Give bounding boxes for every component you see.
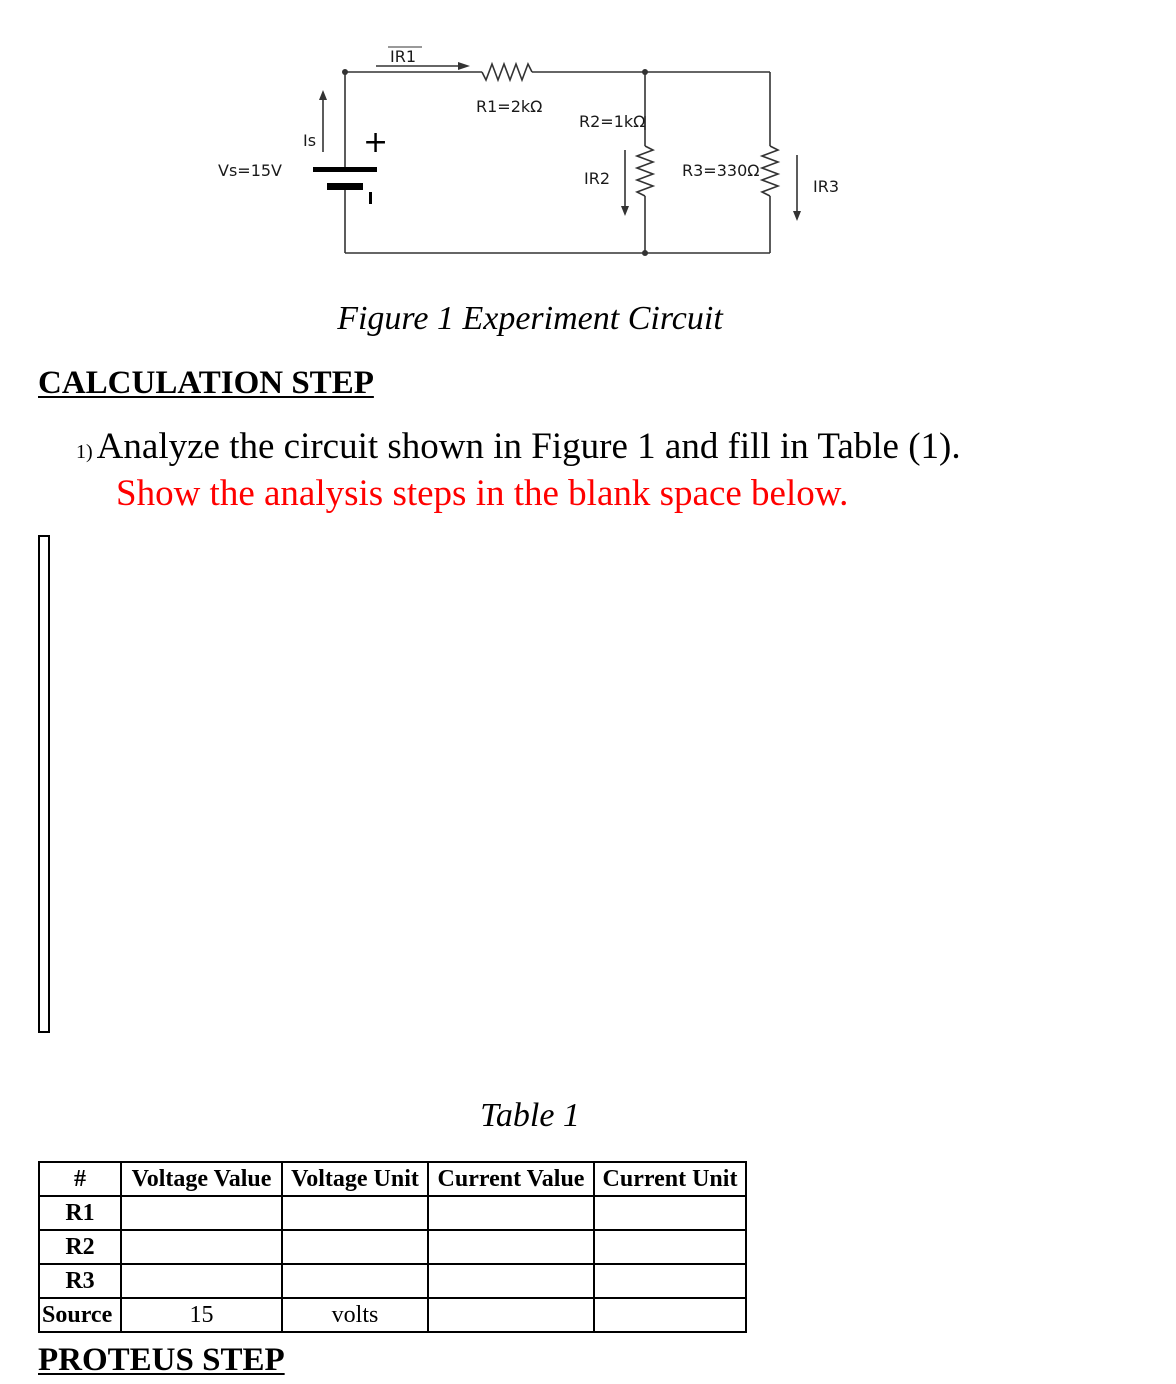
- header-voltage-value: Voltage Value: [121, 1162, 282, 1196]
- table-header-row: [39, 1162, 746, 1196]
- header-current-value: Current Value: [428, 1162, 594, 1196]
- figure-caption: Figure 1 Experiment Circuit: [337, 300, 723, 337]
- source-voltage-unit-cell[interactable]: volts: [282, 1298, 428, 1332]
- r1-current-unit-cell[interactable]: [594, 1196, 746, 1230]
- r3-voltage-unit-cell[interactable]: [282, 1264, 428, 1298]
- ir3-arrow-icon: [793, 211, 801, 221]
- is-label: Is: [303, 131, 317, 150]
- r1-current-value-cell[interactable]: [428, 1196, 594, 1230]
- r2-voltage-value-cell[interactable]: [121, 1230, 282, 1264]
- node-bottom-mid: [642, 250, 648, 256]
- row-label-source: Source: [39, 1298, 121, 1332]
- source-current-unit-cell[interactable]: [594, 1298, 746, 1332]
- r2-current-unit-cell[interactable]: [594, 1230, 746, 1264]
- table-row: [39, 1298, 746, 1332]
- results-table: [38, 1161, 747, 1333]
- question-line: [76, 425, 961, 468]
- row-label-r1: R1: [39, 1196, 121, 1230]
- table-row: [39, 1264, 746, 1298]
- ir2-label: IR2: [584, 169, 611, 188]
- r1-label: R1=2kΩ: [476, 97, 543, 116]
- is-arrow-icon: [319, 90, 327, 100]
- header-current-unit: Current Unit: [594, 1162, 746, 1196]
- header-voltage-unit: Voltage Unit: [282, 1162, 428, 1196]
- battery-plate-long: [313, 167, 377, 172]
- ir1-label: IR1: [390, 47, 417, 66]
- circuit-diagram: [0, 0, 1176, 300]
- source-voltage-value-cell[interactable]: 15: [121, 1298, 282, 1332]
- source-current-value-cell[interactable]: [428, 1298, 594, 1332]
- ir2-arrow-icon: [621, 206, 629, 216]
- battery-plate-short: [327, 183, 363, 190]
- battery-minus-sign: [369, 192, 372, 204]
- r2-label: R2=1kΩ: [579, 112, 646, 131]
- r3-current-value-cell[interactable]: [428, 1264, 594, 1298]
- r3-label: R3=330Ω: [682, 161, 760, 180]
- question-number: 1): [76, 441, 93, 463]
- r3-current-unit-cell[interactable]: [594, 1264, 746, 1298]
- row-label-r2: R2: [39, 1230, 121, 1264]
- node-top-mid: [642, 69, 648, 75]
- r2-current-value-cell[interactable]: [428, 1230, 594, 1264]
- r3-voltage-value-cell[interactable]: [121, 1264, 282, 1298]
- table-caption: Table 1: [480, 1097, 580, 1134]
- r2-voltage-unit-cell[interactable]: [282, 1230, 428, 1264]
- header-index: #: [39, 1162, 121, 1196]
- ir3-label: IR3: [813, 177, 840, 196]
- row-label-r3: R3: [39, 1264, 121, 1298]
- resistor-r2-symbol: [637, 146, 653, 196]
- r1-voltage-unit-cell[interactable]: [282, 1196, 428, 1230]
- table-row: [39, 1196, 746, 1230]
- ir1-arrow-icon: [458, 62, 470, 70]
- question-note: Show the analysis steps in the blank space below.: [116, 473, 849, 514]
- answer-space-box[interactable]: [38, 535, 50, 1033]
- vs-label: Vs=15V: [218, 161, 282, 180]
- proteus-heading: PROTEUS STEP: [38, 1342, 285, 1378]
- battery-plus-sign: +: [363, 125, 389, 160]
- r1-voltage-value-cell[interactable]: [121, 1196, 282, 1230]
- calculation-heading: CALCULATION STEP: [38, 365, 374, 401]
- node-top-left: [342, 69, 348, 75]
- resistor-r1-symbol: [482, 64, 532, 80]
- table-row: [39, 1230, 746, 1264]
- resistor-r3-symbol: [762, 146, 778, 196]
- question-text: Analyze the circuit shown in Figure 1 and fill in Table (1).: [96, 426, 961, 467]
